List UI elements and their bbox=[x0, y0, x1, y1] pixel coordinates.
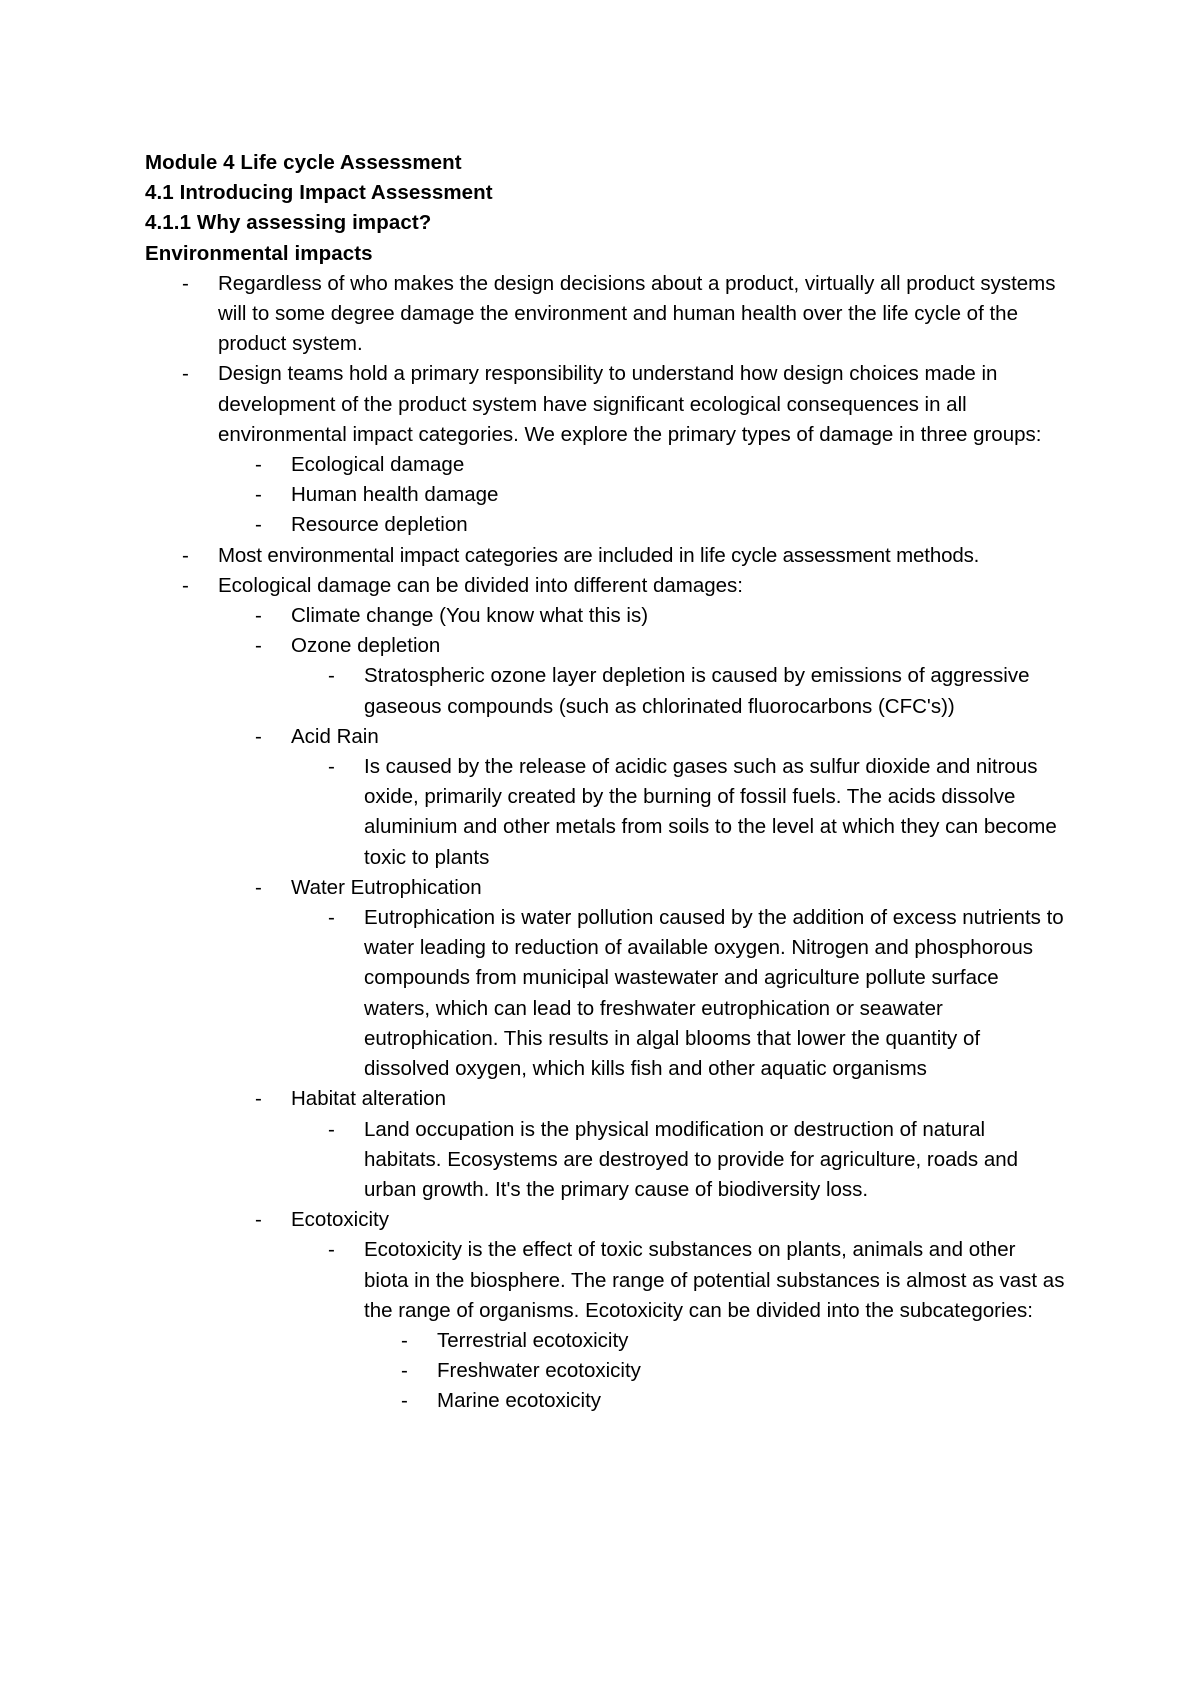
list-item bbox=[364, 1386, 1065, 1416]
bullet-dash: - bbox=[401, 1328, 408, 1352]
damage-groups-list bbox=[218, 450, 1065, 541]
list-item bbox=[291, 752, 1065, 873]
list-item bbox=[291, 661, 1065, 721]
list-item-text: Ecological damage can be divided into different damages: bbox=[218, 573, 743, 597]
bullet-dash: - bbox=[328, 1117, 335, 1141]
list-item bbox=[218, 480, 1065, 510]
list-item-text: Is caused by the release of acidic gases such as sulfur dioxide and nitrous oxide, primarily created by the burning of fossil fuels. The acids dissolve aluminium and other metals from soils to the level at which they can become toxic to plants bbox=[364, 755, 1057, 869]
list-item-text: Human health damage bbox=[291, 483, 499, 507]
list-item bbox=[218, 601, 1065, 631]
bullet-dash: - bbox=[328, 1238, 335, 1262]
eutrophication-detail-list bbox=[291, 903, 1065, 1084]
bullet-dash: - bbox=[255, 604, 262, 628]
bullet-dash: - bbox=[182, 362, 189, 386]
list-item-text: Water Eutrophication bbox=[291, 875, 482, 899]
list-item-text: Land occupation is the physical modification or destruction of natural habitats. Ecosystems are destroyed to provide for agriculture, roads and urban growth. It's the primary cause of biodiversity loss. bbox=[364, 1117, 1019, 1201]
list-item bbox=[218, 1084, 1065, 1205]
list-item-text: Regardless of who makes the design decisions about a product, virtually all product systems will to some degree damage the environment and human health over the life cycle of the product system. bbox=[218, 271, 1056, 356]
acid-rain-detail-list bbox=[291, 752, 1065, 873]
habitat-detail-list bbox=[291, 1115, 1065, 1206]
ecological-damage-list bbox=[218, 601, 1065, 1416]
list-item-text: Climate change (You know what this is) bbox=[291, 604, 649, 628]
list-item bbox=[145, 571, 1065, 1417]
list-item bbox=[291, 903, 1065, 1084]
bullet-dash: - bbox=[255, 634, 262, 658]
bullet-dash: - bbox=[255, 1087, 262, 1111]
bullet-dash: - bbox=[328, 906, 335, 930]
bullet-dash: - bbox=[255, 513, 262, 537]
list-item-text: Ecological damage bbox=[291, 453, 465, 477]
bullet-dash: - bbox=[328, 664, 335, 688]
environmental-impacts-list bbox=[145, 269, 1065, 1417]
list-item bbox=[218, 631, 1065, 722]
module-title: Module 4 Life cycle Assessment bbox=[145, 151, 462, 174]
list-item-text: Ecotoxicity is the effect of toxic substances on plants, animals and other biota in the biosphere. The range of potential substances is almost as vast as the range of organisms. Ecotoxicity can be divided into the subcategories: bbox=[364, 1238, 1065, 1322]
list-item-text: Most environmental impact categories are included in life cycle assessment methods. bbox=[218, 543, 980, 567]
ozone-detail-list bbox=[291, 661, 1065, 721]
bullet-dash: - bbox=[255, 483, 262, 507]
subsection-title: 4.1.1 Why assessing impact? bbox=[145, 211, 432, 235]
list-item bbox=[364, 1356, 1065, 1386]
list-item bbox=[218, 510, 1065, 540]
list-item bbox=[218, 1205, 1065, 1416]
ecotoxicity-subcategories-list bbox=[364, 1326, 1065, 1417]
bullet-dash: - bbox=[182, 573, 189, 597]
list-item bbox=[218, 450, 1065, 480]
section-title: 4.1 Introducing Impact Assessment bbox=[145, 181, 493, 205]
list-item bbox=[291, 1115, 1065, 1206]
bullet-dash: - bbox=[255, 453, 262, 477]
list-item-text: Stratospheric ozone layer depletion is caused by emissions of aggressive gaseous compounds (such as chlorinated fluorocarbons (CFC's)) bbox=[364, 664, 1030, 718]
list-item bbox=[145, 541, 1065, 571]
bullet-dash: - bbox=[401, 1389, 408, 1413]
list-item bbox=[145, 269, 1065, 360]
list-item bbox=[218, 873, 1065, 1084]
list-item-text: Marine ecotoxicity bbox=[437, 1389, 602, 1413]
bullet-dash: - bbox=[328, 755, 335, 779]
list-item bbox=[364, 1326, 1065, 1356]
bullet-dash: - bbox=[255, 724, 262, 748]
document-content bbox=[145, 148, 1065, 1417]
list-item-text: Freshwater ecotoxicity bbox=[437, 1359, 641, 1383]
list-item-text: Terrestrial ecotoxicity bbox=[437, 1328, 629, 1352]
list-item-text: Habitat alteration bbox=[291, 1087, 446, 1111]
bullet-dash: - bbox=[401, 1359, 408, 1383]
bullet-dash: - bbox=[182, 543, 189, 567]
list-item-text: Design teams hold a primary responsibility to understand how design choices made in development of the product system have significant ecological consequences in all environmental impact categories. We explore the primary types of damage in three groups: bbox=[218, 362, 1042, 446]
list-item-text: Resource depletion bbox=[291, 513, 468, 537]
topic-heading: Environmental impacts bbox=[145, 241, 373, 265]
list-item-text: Ecotoxicity bbox=[291, 1208, 389, 1232]
bullet-dash: - bbox=[255, 1208, 262, 1232]
list-item-text: Acid Rain bbox=[291, 724, 379, 748]
list-item bbox=[291, 1235, 1065, 1416]
ecotoxicity-detail-list bbox=[291, 1235, 1065, 1416]
list-item bbox=[145, 359, 1065, 540]
list-item-text: Eutrophication is water pollution caused by the addition of excess nutrients to water leading to reduction of available oxygen. Nitrogen and phosphorous compounds from municipal wastewater and agriculture pollute surface waters, which can lead to freshwater eutrophication or seawater eutrophication. This results in algal blooms that lower the quantity of dissolved oxygen, which kills fish and other aquatic organisms bbox=[364, 906, 1064, 1081]
list-item-text: Ozone depletion bbox=[291, 634, 441, 658]
bullet-dash: - bbox=[255, 875, 262, 899]
list-item bbox=[218, 722, 1065, 873]
bullet-dash: - bbox=[182, 271, 189, 295]
